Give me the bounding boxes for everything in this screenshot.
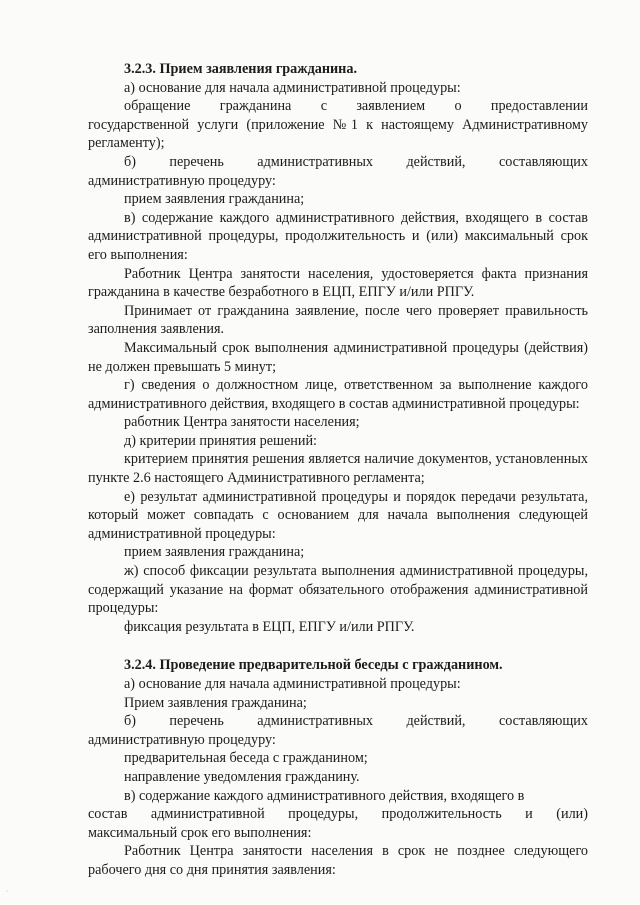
word: с: [320, 98, 327, 115]
paragraph: г) сведения о должностном лице, ответственном за выполнение каждого административного действия, входящего в состав административной процедуры:: [88, 377, 588, 412]
word: заявлением: [356, 98, 426, 115]
scan-mark: ·: [6, 888, 9, 895]
paragraph: государственной услуги (приложение №1 к настоящему Административному регламенту);: [88, 116, 588, 152]
list-item: прием заявления гражданина;: [124, 191, 305, 208]
paragraph: административную процедуру:: [88, 172, 276, 189]
list-item: предварительная беседа с гражданином;: [124, 750, 368, 767]
word: состав: [88, 806, 128, 823]
paragraph: максимальный срок его выполнения:: [88, 824, 312, 841]
word: обращение: [124, 98, 191, 115]
paragraph-spaced-line: [88, 712, 588, 731]
paragraph: в) содержание каждого административного действия, входящего в: [124, 787, 525, 804]
word: составляющих: [498, 713, 588, 730]
paragraph: а) основание для начала административной процедуры:: [124, 79, 461, 96]
paragraph: а) основание для начала административной процедуры:: [124, 676, 461, 692]
document-body: [88, 60, 588, 880]
paragraph: Работник Центра занятости населения в срок не позднее следующего рабочего дня со дня принятия заявления:: [88, 843, 588, 878]
paragraph: ж) способ фиксации результата выполнения административной процедуры, содержащий указание на формат обязательного отображения административной процедуры:: [88, 563, 588, 617]
word: перечень: [169, 153, 224, 170]
paragraph-spaced-line: [88, 153, 588, 172]
list-item: прием заявления гражданина;: [124, 544, 305, 561]
list-item: направление уведомления гражданину.: [124, 768, 360, 785]
paragraph-spaced-line: [88, 805, 588, 824]
word: б): [124, 713, 136, 730]
word: действий,: [406, 153, 466, 170]
paragraph: в) содержание каждого административного действия, входящего в состав административной процедуры, продолжительность и (или) максимальный срок его выполнения:: [88, 209, 588, 263]
paragraph-spaced-line: [88, 97, 588, 116]
paragraph: Принимает от гражданина заявление, после чего проверяет правильность заполнения заявления.: [88, 302, 588, 338]
list-item: фиксация результата в ЕЦП, ЕПГУ и/или РПГУ.: [124, 618, 415, 635]
word: предоставлении: [490, 98, 588, 115]
paragraph: Максимальный срок выполнения административной процедуры (действия) не должен превышать 5 минут;: [88, 339, 588, 375]
word: процедуры,: [288, 806, 359, 823]
word: продолжительность: [381, 806, 502, 823]
paragraph: е) результат административной процедуры и порядок передачи результата, который может совпадать с основанием для начала выполнения следующей административной процедуры:: [88, 488, 588, 542]
paragraph: д) критерии принятия решений:: [124, 432, 317, 449]
paragraph: критерием принятия решения является наличие документов, установленных пункте 2.6 настоящего Административного регламента;: [88, 451, 588, 487]
list-item: работник Центра занятости населения;: [124, 414, 360, 431]
word: составляющих: [498, 153, 588, 170]
word: действий,: [406, 713, 466, 730]
section-heading-3-2-4: 3.2.4. Проведение предварительной беседы с гражданином.: [124, 657, 503, 674]
section-heading-3-2-3: 3.2.3. Прием заявления гражданина.: [124, 61, 357, 77]
paragraph: административную процедуру:: [88, 731, 276, 748]
word: о: [454, 98, 462, 115]
paragraph: Работник Центра занятости населения, удостоверяется факта признания гражданина в качестве безработного в ЕЦП, ЕПГУ и/или РПГУ.: [88, 265, 588, 301]
word: административных: [257, 153, 373, 170]
list-item: Прием заявления гражданина;: [124, 694, 307, 711]
word: перечень: [169, 713, 224, 730]
word: б): [124, 153, 136, 170]
word: и: [525, 806, 533, 823]
word: гражданина: [219, 98, 292, 115]
word: административных: [257, 713, 373, 730]
word: административной: [150, 806, 265, 823]
section-spacer: [88, 636, 588, 656]
word: (или): [556, 806, 588, 823]
